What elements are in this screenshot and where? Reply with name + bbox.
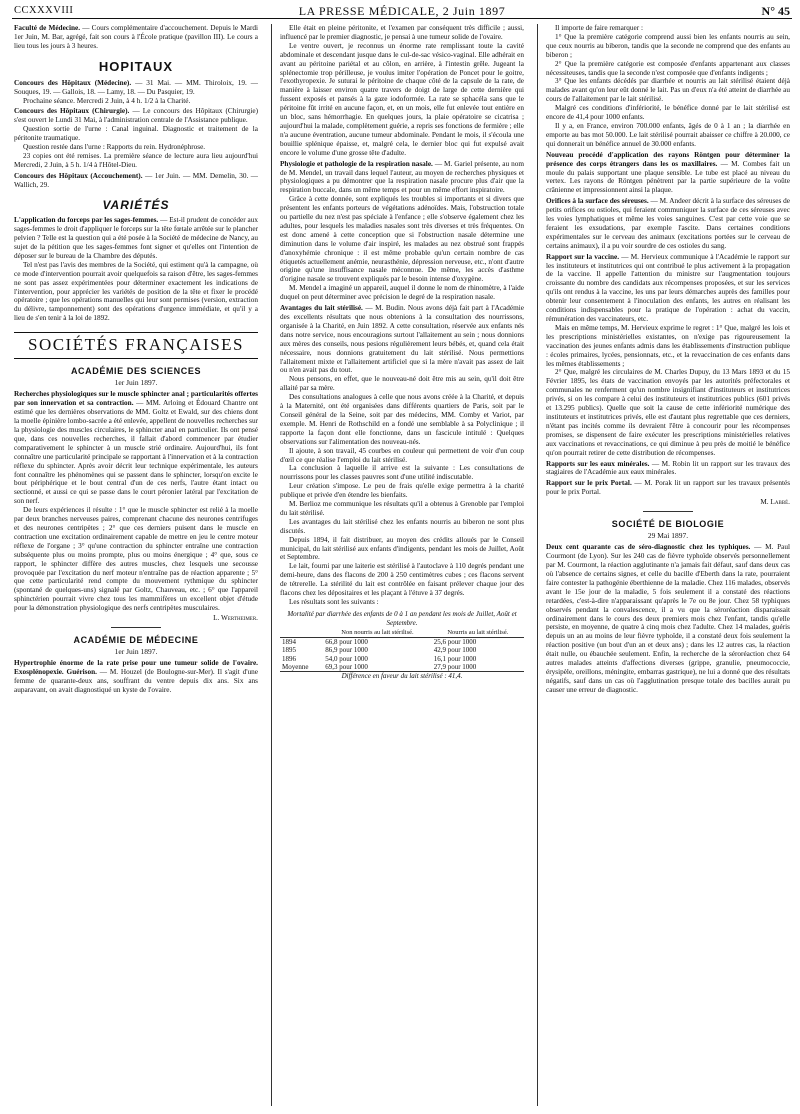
- table-cell-value: 66,8 pour 1000: [325, 637, 368, 646]
- column-rule: [271, 24, 272, 1106]
- article-text: Leur création s'impose. Le peu de frais qu'elle exige permettra à la charité publique et privée d'en étendre les bienfaits.: [280, 482, 524, 500]
- article-heading: Rapport sur la vaccine.: [546, 252, 620, 261]
- article-text: Il importe de faire remarquer :: [555, 24, 643, 32]
- table-cell-value: 86,9 pour 1000: [325, 646, 368, 655]
- article-text: — 1er Juin. — MM. Demelin, 30. — Wallich, 29.: [14, 171, 258, 189]
- table-row: [280, 655, 524, 663]
- article-text: — M. Hervieux communique à l'Académie le rapport sur les instituteurs et institutrices qui ont contribué le plus activement à la propagation de la vaccine. Il appelle l'attention du ministre sur l'augmentation toujours croissante du nombre des candidats aux récompenses proposées, et sur les services qu'ils ont rendus à la vaccine, les uns par leurs démarches auprès des familles pour obtenir leur consentement à l'inoculation des enfants, les autres en réalisant les conditions indispensables pour la pratique de l'opération : achat du vaccin, rémunération des vaccinateurs, etc.: [546, 252, 790, 323]
- article-heading: Avantages du lait stérilisé.: [280, 304, 363, 313]
- column-2: [280, 24, 524, 1104]
- article-text: — M. Gariel présente, au nom de M. Mendel, un travail dans lequel l'auteur, au moyen de recherches physiques et physiologiques a pu démontrer que la respiration nasale procure plus d'air que la respiration buccale, dans un même temps et pour un même effort inspiratoire.: [280, 159, 524, 195]
- table-cell-value: 54,0 pour 1000: [325, 654, 368, 663]
- article-faculte: [14, 24, 258, 51]
- column-3: [546, 24, 790, 1104]
- article-heading: L'application du forceps par les sages-femmes.: [14, 216, 159, 225]
- article-text: Le ventre ouvert, je reconnus un énorme rate remplissant toute la cavité abdominale et descendant jusque dans le cul-de-sac vésico-vaginal. Elle adhérait en avant au péritoine pariétal et au côlon, en arrière, à l'intestin grêle. Jugeant la splénectomie trop périlleuse, je voulus imiter l'opération de Poncet pour le goitre, l'exothyropexie. Je suturai le péritoine de chaque côté de la capsule de la rate, de manière à laisser environ quatre travers de doigt de large de cette dernière qui fussent exposés et pansés à la gaze iodoformée. La rate se sphacéla sans que le péritoine fût irrité en aucune façon, et, en un mois, elle fut enlevée tout entière en un bloc, sans hémorrhagie. En quelques jours, la plaie opératoire se cicatrisa ; aujourd'hui la malade, complètement guérie, a repris ses fonctions de fermière ; elle n'a aucune éventration, aucune tumeur abdominale. Pendant le mois, il s'écoula une bouillie splénique épaisse, et, malgré cela, le dernier bloc qui fut expulsé avait encore le volume d'une grosse tête d'adulte.: [280, 41, 524, 157]
- subsection-academie-medecine: ACADÉMIE DE MÉDECINE: [73, 634, 199, 645]
- article-text: 23 copies ont été remises. La première séance de lecture aura lieu aujourd'hui Mercredi, 2 Juin, à 5 h. 1/4 à l'Hôtel-Dieu.: [14, 151, 258, 169]
- table-cell-value: 16,1 pour 1000: [433, 654, 477, 663]
- table-row: [280, 646, 524, 654]
- article-text: — M. Robin lit un rapport sur les travaux des stagiaires de l'Académie aux eaux minérales.: [546, 459, 790, 477]
- article-text: De leurs expériences il résulte : 1° que le muscle sphincter est relié à la moelle par deux branches nerveuses paires, comprenant chacune des neurones centrifuges et des neurones centripètes ; 2° que ces derniers puisent dans le muscle en contraction une excitation ordinairement capable de mettre en jeu le centre moteur réflexe de l'organe ; 3° qu'une contraction du sphincter entraîne une contraction subséquente plus ou moins prompte, plus ou moins énergique ; 4° que, sous ce rapport, le sphincter diffère des autres muscles, chez lesquels une secousse provoquée par l'excitation du nerf moteur n'entraîne pas de réaction apparente ; 5° que cette particularité rend compte du mouvement rythmique du sphincter (spontané de quelques-uns) signalé par Goltz, Chauveau, etc. ; 6° que l'appareil sphinctérien pourrait vivre chez tous les mammifères un excellent objet d'étude pour la démonstration physiologique des nerfs centripètes musculaires.: [14, 506, 258, 613]
- table-difference: Différence en faveur du lait stérilisé : 41,4.: [280, 672, 524, 681]
- article-heading: Rapport sur le prix Portal.: [546, 479, 632, 488]
- article-concours-chirurgie: [14, 107, 258, 125]
- subsection-date: 1er Juin 1897.: [114, 378, 158, 388]
- article-text: — Le concours des Hôpitaux (Chirurgie) s'est ouvert le Lundi 31 Mai, à l'administration centrale de l'Assistance publique.: [14, 107, 258, 125]
- article-text: Il y a, en France, environ 700.000 enfants, âgés de 0 à 1 an ; la diarrhée en emporte au bas mot 50.000. Le lait stérilisé pourrait abaisser ce chiffre à 20.000, ce qui donnerait un bénéfice annuel de 30.000 enfants.: [546, 121, 790, 148]
- article-heading: Rapports sur les eaux minérales.: [546, 459, 650, 468]
- journal-title: LA PRESSE MÉDICALE, 2 Juin 1897: [298, 4, 506, 18]
- article-sphincter: [14, 390, 258, 506]
- subsection-academie-sciences: ACADÉMIE DES SCIENCES: [70, 366, 202, 377]
- article-text: — M. Combes fait un moule du palais supportant une plaque sensible. Le tube est placé au niveau du vertex. Les rayons de Röntgen pénètrent par la partie supérieure de la voûte crânienne et impressionnent ainsi la plaque.: [546, 159, 790, 195]
- article-text: — 31 Mai. — MM. Thiroloix, 19. — Souques, 19. — Gallois, 18. — Lamy, 18. — Du Pasquier, 19.: [14, 78, 258, 96]
- article-heading: Deux cent quarante cas de séro-diagnostic chez les typhiques.: [546, 543, 751, 552]
- table-cell-value: 42,9 pour 1000: [433, 646, 477, 655]
- article-text: M. Berlioz me communique les résultats qu'il a obtenus à Grenoble par l'emploi du lait stérilisé.: [280, 500, 524, 517]
- article-concours-medecine: [14, 79, 258, 97]
- table-caption: Mortalité par diarrhée des enfants de 0 à 1 an pendant les mois de Juillet, Août et Septembre.: [287, 609, 517, 627]
- article-heading: Physiologie et pathologie de la respiration nasale.: [280, 159, 433, 168]
- table-cell-year: 1896: [282, 654, 296, 663]
- section-title-varietes: VARIÉTÉS: [102, 197, 170, 212]
- article-text: Question sortie de l'urne : Canal inguinal. Diagnostic et traitement de la péritonite traumatique.: [14, 125, 258, 143]
- article-sero-diagnostic: [546, 543, 790, 694]
- article-prix-portal: [546, 479, 790, 497]
- table-header-nourris: Nourris au lait stérilisé.: [432, 629, 524, 637]
- article-text: — MM. Arloing et Édouard Chantre ont estimé que les dernières observations de MM. Goltz et Ewald, sur des chiens dont la moelle épinière lombo-sacrée a été enlevée, appellent de nouvelles recherches sur la physiologie des muscles circulaires, le sphincter anal en particulier. Ils ont pensé que, dans ces nouvelles recherches, il fallait d'abord commencer par étudier comparativement le sphincter à un muscle strié ordinaire. Aujourd'hui, ils font connaître une particularité principale se rapportant à l'innervation et à la contraction réflexe du sphincter. Après avoir décrit leur technique expérimentale, les auteurs font connaître les phénomènes qui se passent dans le sphincter, lorsqu'on excite le bout périphérique et le bout central d'un de ces nerfs, l'autre étant intact ou sectionné, et aussi ce qui se passe dans le court péronier latéral par l'excitation de son nerf.: [14, 399, 258, 506]
- article-heading: Faculté de Médecine.: [14, 24, 81, 32]
- author-signature: L. Wertheimer.: [213, 614, 258, 623]
- table-cell-value: 27,9 pour 1000: [433, 663, 477, 672]
- article-text: Elle était en pleine péritonite, et l'examen par conséquent très difficile ; aussi, influencé par le premier diagnostic, je pensai à une tumeur solide de l'ovaire.: [280, 24, 524, 41]
- table-header-non-nourris: Non nourris au lait stérilisé.: [323, 629, 431, 637]
- article-text: 1° Que la première catégorie comprend aussi bien les enfants nourris au sein, que ceux nourris au biberon, tandis que la seconde ne comprend que des enfants au biberon ;: [546, 32, 790, 59]
- article-vaccine: [546, 253, 790, 324]
- article-eaux-minerales: [546, 460, 790, 478]
- article-heading: Concours des Hôpitaux (Accouchement).: [14, 171, 143, 180]
- column-rule: [537, 24, 538, 1106]
- subsection-societe-biologie: SOCIÉTÉ DE BIOLOGIE: [611, 519, 725, 530]
- article-text: Depuis 1894, il fait distribuer, au moyen des crédits alloués par le Conseil municipal, du lait stérilisé aux enfants d'indigents, pendant les mois de Juillet, Août et Septembre.: [280, 535, 524, 562]
- article-rayons-rontgen: [546, 151, 790, 196]
- article-text: 2° Que la première catégorie est composée d'enfants appartenant aux classes nécessiteuses, tandis que la seconde n'est composée que d'enfants indigents ;: [546, 59, 790, 77]
- author-signature: M. Labbé.: [760, 498, 790, 507]
- table-row: [280, 663, 524, 672]
- article-text: 2° Que, malgré les circulaires de M. Charles Dupuy, du 13 Mars 1893 et du 15 Février 1895, les états de vaccination envoyés par les autorités préfectorales et communales ne renferment qu'un nombre insignifiant d'instituteurs et institutrices privés, si on les compare à celui des instituteurs et institutrices publics (601 privés et 13.295 publics). Quelle que soit la cause de cette infériorité numérique des instituteurs et institutrices privés, elle est d'autant plus regrettable que ces derniers, n'étant pas incités comme ils devraient l'être à concourir pour les récompenses promises, se dispensent de faire exécuter les prescriptions ministérielles relatives aux vaccinations et revaccinations, ce qui diminue à peu près de moitié le bénéfice qu'on pourrait retirer de cette distribution de récompenses.: [546, 368, 790, 457]
- article-heading: Nouveau procédé d'application des rayons Röntgen pour déterminer la présence des corps étrangers dans les os maxillaires.: [546, 150, 790, 168]
- article-lait-sterilise: [280, 304, 524, 375]
- article-text: — Est-il prudent de concéder aux sages-femmes le droit d'appliquer le forceps sur la tête fœtale arrêtée sur le plancher pelvien ? Telle est la question qui a été posée à la Société de médecine de Nancy, au sujet de la pétition que les sages-femmes font signer et qu'elles ont l'intention de déposer sur le bureau de la Chambre des députés.: [14, 216, 258, 260]
- article-rate: [14, 659, 258, 695]
- article-text: — M. Budin. Nous avons déjà fait part à l'Académie des excellents résultats que nous obtenions à la consultation des nourrissons, organisée à la Charité, en Juin 1892. A cette consultation, réservée aux enfants nés dans notre service, nous encouragions surtout l'allaitement au sein ; nous donnions aux mères des conseils, nous pesions régulièrement leurs bébés, et, quand cela était nécessaire, nous donnions gratuitement du lait stérilisé. Nous permettions l'allaitement mixte et l'allaitement artificiel que si la mère n'avait pas assez de lait ou n'en avait pas du tout.: [280, 304, 524, 375]
- article-text: — Cours complémentaire d'accouchement. Depuis le Mardi 1er Juin, M. Bar, agrégé, fait son cours à l'École pratique (pavillon III). Le cours a lieu tous les jours à 3 heures.: [14, 24, 258, 50]
- table-cell-year: Moyenne: [282, 663, 309, 672]
- article-text: Les avantages du lait stérilisé chez les enfants nourris au biberon ne sont plus discutés.: [280, 517, 524, 535]
- article-heading: Hypertrophie énorme de la rate prise pour une tumeur solide de l'ovaire. Exosplénopexie. Guérison.: [14, 659, 258, 677]
- article-heading: Orifices à la surface des séreuses.: [546, 197, 649, 206]
- page-roman-number: CCXXXVIII: [14, 5, 74, 16]
- article-text: — M. Paul Courmont (de Lyon). Sur les 240 cas de fièvre typhoïde observés personnellement par M. Courmont, la réaction agglutinante n'a jamais fait défaut, sauf dans deux cas où l'absence de certains signes, et celle du bacille d'Eberth dans la rate, pourraient faire contester la pathogénie éberthienne de la maladie. Chez 116 malades, observés avant le 15e jour de la maladie, 5 fois seulement il a constaté des réactions retardées, c'est-à-dire n'apparaissant qu'après le 7e ou 8e jour. Chez 58 typhiques observés pendant la convalescence, il a vu que la séroréaction disparaissait ordinairement dans le cours des deux premiers mois chez l'enfant, tandis qu'elle persiste, en moyenne, de quatre à cinq mois chez l'adulte. Chez 14 malades, guéris depuis un an au moins de leur fièvre typhoïde, il a constaté deux fois seulement la réaction positive (un bout d'un an et deux ans) ; dans les 12 autres cas, la réaction était nulle, ou ébauchée seulement. Enfin, la recherche de la séroréaction chez 64 autres malades atteints d'affections diverses (grippe, granulie, pneumococcie, érysipèle, oreillons, méningite, embarras gastrique), ne lui a donné que des résultats négatifs, sauf dans un cas où l'agglutination presque totale des bacilles aurait pu causer une erreur de diagnostic.: [546, 543, 790, 694]
- article-forceps: [14, 216, 258, 261]
- article-text: Nous pensons, en effet, que le nouveau-né doit être mis au sein, qu'il doit être allaité par sa mère.: [280, 375, 524, 393]
- article-text: — M. Andeer décrit à la surface des séreuses de petits orifices ou ostioles, qui feraient communiquer la surface de ces séreuses avec les voies lymphatiques et même les voies sanguines. C'est par cette voie que se feraient les exsudations, par exemple l'ascite. Dans certaines conditions expérimentales sur le cerveau des animaux (excitations portées sur le cerveau de certains animaux), il a pu voir sourdre de ces ostioles du sang.: [546, 197, 790, 250]
- table-cell-value: 69,3 pour 1000: [325, 663, 368, 672]
- article-heading: Recherches physiologiques sur le muscle sphincter anal ; particularités offertes par son innervation et sa contraction.: [14, 390, 258, 408]
- article-text: Question restée dans l'urne : Rapports du rein. Hydronéphrose.: [23, 143, 206, 152]
- article-heading: Concours des Hôpitaux (Médecine).: [14, 78, 132, 87]
- subsection-date: 29 Mai 1897.: [647, 531, 689, 541]
- issue-number: N° 45: [761, 4, 790, 18]
- article-text: Grâce à cette donnée, sont expliqués les troubles si importants et si divers que présentent les enfants porteurs de végétations adénoïdes. Mais, l'obstruction totale ou partielle du nez n'est pas spéciale à l'enfance ; elle s'observe également chez les adultes, pour lesquels les maladies nasales sont très diverses et très fréquentes. On est donc amené à cette conception que si l'obstruction nasale détermine une diminution dans le volume d'air inspiré, les malades au nez obstrué sont frappés d'anoxyhémie chronique : il est même probable qu'un certain nombre de cas étiquetés actuellement anémie, neurasthénie, dépression nerveuse, etc., n'ont d'autre origine qu'une insuffisance nasale méconnue. De même, les accès d'asthme d'origine nasale se trouvent expliqués par le besoin intense d'oxygène.: [280, 195, 524, 284]
- newspaper-page: [12, 4, 792, 1110]
- article-text: — M. Porak lit un rapport sur les travaux présentés pour le prix Portal.: [546, 479, 790, 497]
- section-title-societes: SOCIÉTÉS FRANÇAISES: [14, 332, 258, 359]
- article-text: Malgré ces conditions d'infériorité, le bénéfice donné par le lait stérilisé est encore de 41,4 pour 1000 enfants.: [546, 104, 790, 122]
- article-text: Mais en même temps, M. Hervieux exprime le regret : 1° Que, malgré les lois et les prescriptions ministérielles existantes, on n'exige pas rigoureusement la vaccination des jeunes enfants admis dans les établissements d'instruction publique : écoles primaires, lycées, pensionnats, etc., et la revaccination de ces enfants dans les mêmes établissements ;: [546, 323, 790, 368]
- article-text: Les résultats sont les suivants :: [289, 598, 379, 606]
- subsection-date: 1er Juin 1897.: [114, 647, 158, 657]
- article-text: M. Mendel a imaginé un appareil, auquel il donne le nom de rhinomètre, à l'aide duquel on peut déterminer avec précision le degré de la respiration nasale.: [280, 284, 524, 302]
- divider: [111, 627, 161, 628]
- article-text: La conclusion à laquelle il arrive est la suivante : Les consultations de nourrissons pour les classes pauvres sont d'une utilité indiscutable.: [280, 464, 524, 482]
- article-orifices: [546, 197, 790, 250]
- article-concours-accouchement: [14, 172, 258, 190]
- running-header: [12, 4, 792, 19]
- article-text: 3° Que les enfants décédés par diarrhée et nourris au lait stérilisé étaient déjà malades avant qu'on leur eût donné le lait. Pas un d'eux n'a été atteint de diarrhée au cours de l'allaitement par le lait stérilisé.: [546, 77, 790, 104]
- article-text: Le lait, fourni par une laiterie est stérilisé à l'autoclave à 110 degrés pendant une demi-heure, dans des flacons de 200 à 250 centimètres cubes ; ces flacons servent de tétrerelle. La stérilité du lait est contrôlée en faisant prélever chaque jour des flacons chez les dépositaires et les plaçant à l'étuve à 37 degrés.: [280, 562, 524, 598]
- section-title-hopitaux: HOPITAUX: [98, 58, 174, 74]
- table-cell-value: 25,6 pour 1000: [433, 637, 477, 646]
- table-row: [280, 637, 524, 646]
- mortality-table: [280, 629, 524, 681]
- article-text: Prochaine séance. Mercredi 2 Juin, à 4 h. 1/2 à la Charité.: [23, 96, 191, 105]
- article-respiration: [280, 160, 524, 196]
- divider: [643, 511, 693, 512]
- article-text: Des consultations analogues à celle que nous avons créée à la Charité, et depuis à la Maternité, ont été organisées dans différents quartiers de Paris, soit par le Conseil général de la Seine, soit par des médecins, MM. Comby et Variot, par exemple. M. Henri de Rothschild en a fondé une semblable à sa Polyclinique ; il rapporte la façon dont elle fonctionne, dans un fascicule intitulé : Quelques observations sur l'alimentation des nouveau-nés.: [280, 393, 524, 446]
- article-text: — M. Houzel (de Boulogne-sur-Mer). Il s'agit d'une femme de quarante-deux ans, souffrant du ventre depuis dix ans. Six ans auparavant, on avait diagnostiqué un kyste de l'ovaire.: [14, 668, 258, 694]
- table-header-empty: [280, 629, 323, 637]
- article-heading: Concours des Hôpitaux (Chirurgie).: [14, 107, 130, 116]
- column-1: [14, 24, 258, 1104]
- table-cell-year: 1894: [282, 637, 296, 646]
- article-text: Il ajoute, à son travail, 45 courbes en couleur qui permettent de voir d'un coup d'œil ce que réalise l'emploi du lait stérilisé.: [280, 446, 524, 464]
- article-text: Tel n'est pas l'avis des membres de la Société, qui estiment qu'à la campagne, où ce mode d'intervention pourrait avoir quelquefois sa raison d'être, les sages-femmes ne sont pas assez expérimentées pour déterminer exactement les indications de l'intervention, pour apprécier les variétés de position de la tête et fixer le procédé opératoire ; que les opérations manuelles qui leur sont permises (version, extraction du délivre, tamponnement) sont des opérations d'urgence immédiate, et qu'il y a lieu de s'en tenir à la loi de 1892.: [14, 260, 258, 323]
- table-cell-year: 1895: [282, 646, 296, 655]
